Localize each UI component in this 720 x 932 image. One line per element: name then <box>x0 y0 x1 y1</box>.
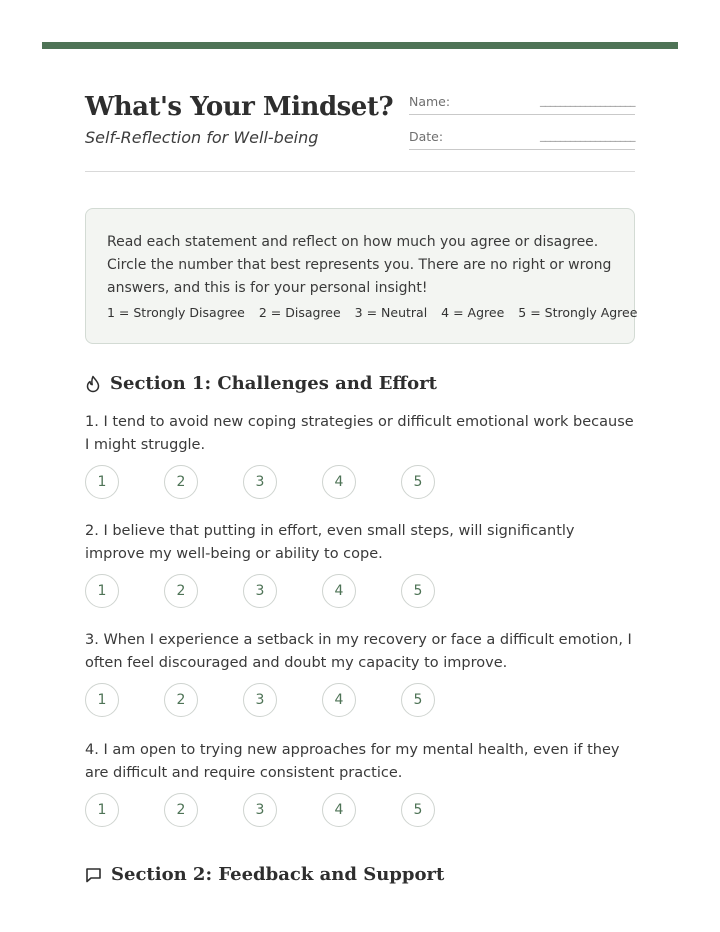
date-label: Date: <box>409 129 444 144</box>
worksheet-header <box>85 49 635 172</box>
scale-item: 1 = Strongly Disagree <box>107 305 245 320</box>
rating-option-4[interactable]: 4 <box>322 683 356 717</box>
question-1 <box>85 411 635 499</box>
rating-options <box>85 683 635 717</box>
question-1-text: 1. I tend to avoid new coping strategies or difficult emotional work because I might struggle. <box>85 414 634 453</box>
rating-option-5[interactable]: 5 <box>401 574 435 608</box>
top-accent-bar <box>42 42 678 49</box>
scale-item: 2 = Disagree <box>258 305 341 320</box>
section-2-title: Section 2: Feedback and Support <box>111 864 445 885</box>
date-field[interactable] <box>409 129 635 150</box>
rating-option-2[interactable]: 2 <box>164 574 198 608</box>
section-2-heading <box>85 864 444 885</box>
flame-icon <box>85 375 101 393</box>
scale-item: 3 = Neutral <box>354 305 428 320</box>
rating-option-4[interactable]: 4 <box>322 793 356 827</box>
scale-item: 5 = Strongly Agree <box>518 305 638 320</box>
question-3-text: 3. When I experience a setback in my recovery or face a difficult emotion, I often feel discouraged and doubt my capacity to improve. <box>85 632 632 671</box>
chat-bubble-icon <box>85 867 102 883</box>
rating-option-2[interactable]: 2 <box>164 465 198 499</box>
rating-scale-legend <box>107 305 638 320</box>
scale-item: 4 = Agree <box>441 305 505 320</box>
rating-option-2[interactable]: 2 <box>164 683 198 717</box>
question-4-text: 4. I am open to trying new approaches for my mental health, even if they are difficult and require consistent practice. <box>85 742 620 781</box>
section-1-heading <box>85 373 437 394</box>
question-2-text: 2. I believe that putting in effort, even small steps, will significantly improve my well-being or ability to cope. <box>85 523 575 562</box>
question-4 <box>85 739 635 827</box>
name-field[interactable] <box>409 94 635 115</box>
rating-option-4[interactable]: 4 <box>322 574 356 608</box>
date-blank: ___________________ <box>540 129 635 142</box>
rating-option-1[interactable]: 1 <box>85 793 119 827</box>
section-1-title: Section 1: Challenges and Effort <box>110 373 437 394</box>
rating-option-4[interactable]: 4 <box>322 465 356 499</box>
rating-option-3[interactable]: 3 <box>243 793 277 827</box>
instructions-text: Read each statement and reflect on how much you agree or disagree. Circle the number that best represents you. There are no right or wrong answers, and this is for your personal insight! <box>107 234 612 296</box>
rating-option-5[interactable]: 5 <box>401 683 435 717</box>
rating-options <box>85 574 635 608</box>
page-title: What's Your Mindset? <box>85 92 394 122</box>
rating-option-1[interactable]: 1 <box>85 465 119 499</box>
page-subtitle: Self-Reflection for Well-being <box>85 128 319 147</box>
rating-option-1[interactable]: 1 <box>85 683 119 717</box>
rating-options <box>85 465 635 499</box>
rating-option-3[interactable]: 3 <box>243 574 277 608</box>
rating-option-5[interactable]: 5 <box>401 465 435 499</box>
rating-option-5[interactable]: 5 <box>401 793 435 827</box>
worksheet <box>85 49 638 885</box>
rating-option-3[interactable]: 3 <box>243 465 277 499</box>
rating-options <box>85 793 635 827</box>
rating-option-1[interactable]: 1 <box>85 574 119 608</box>
question-3 <box>85 629 635 717</box>
instructions-panel <box>85 208 638 344</box>
name-label: Name: <box>409 94 451 109</box>
rating-option-3[interactable]: 3 <box>243 683 277 717</box>
name-blank: ___________________ <box>540 94 635 107</box>
question-2 <box>85 520 635 608</box>
rating-option-2[interactable]: 2 <box>164 793 198 827</box>
